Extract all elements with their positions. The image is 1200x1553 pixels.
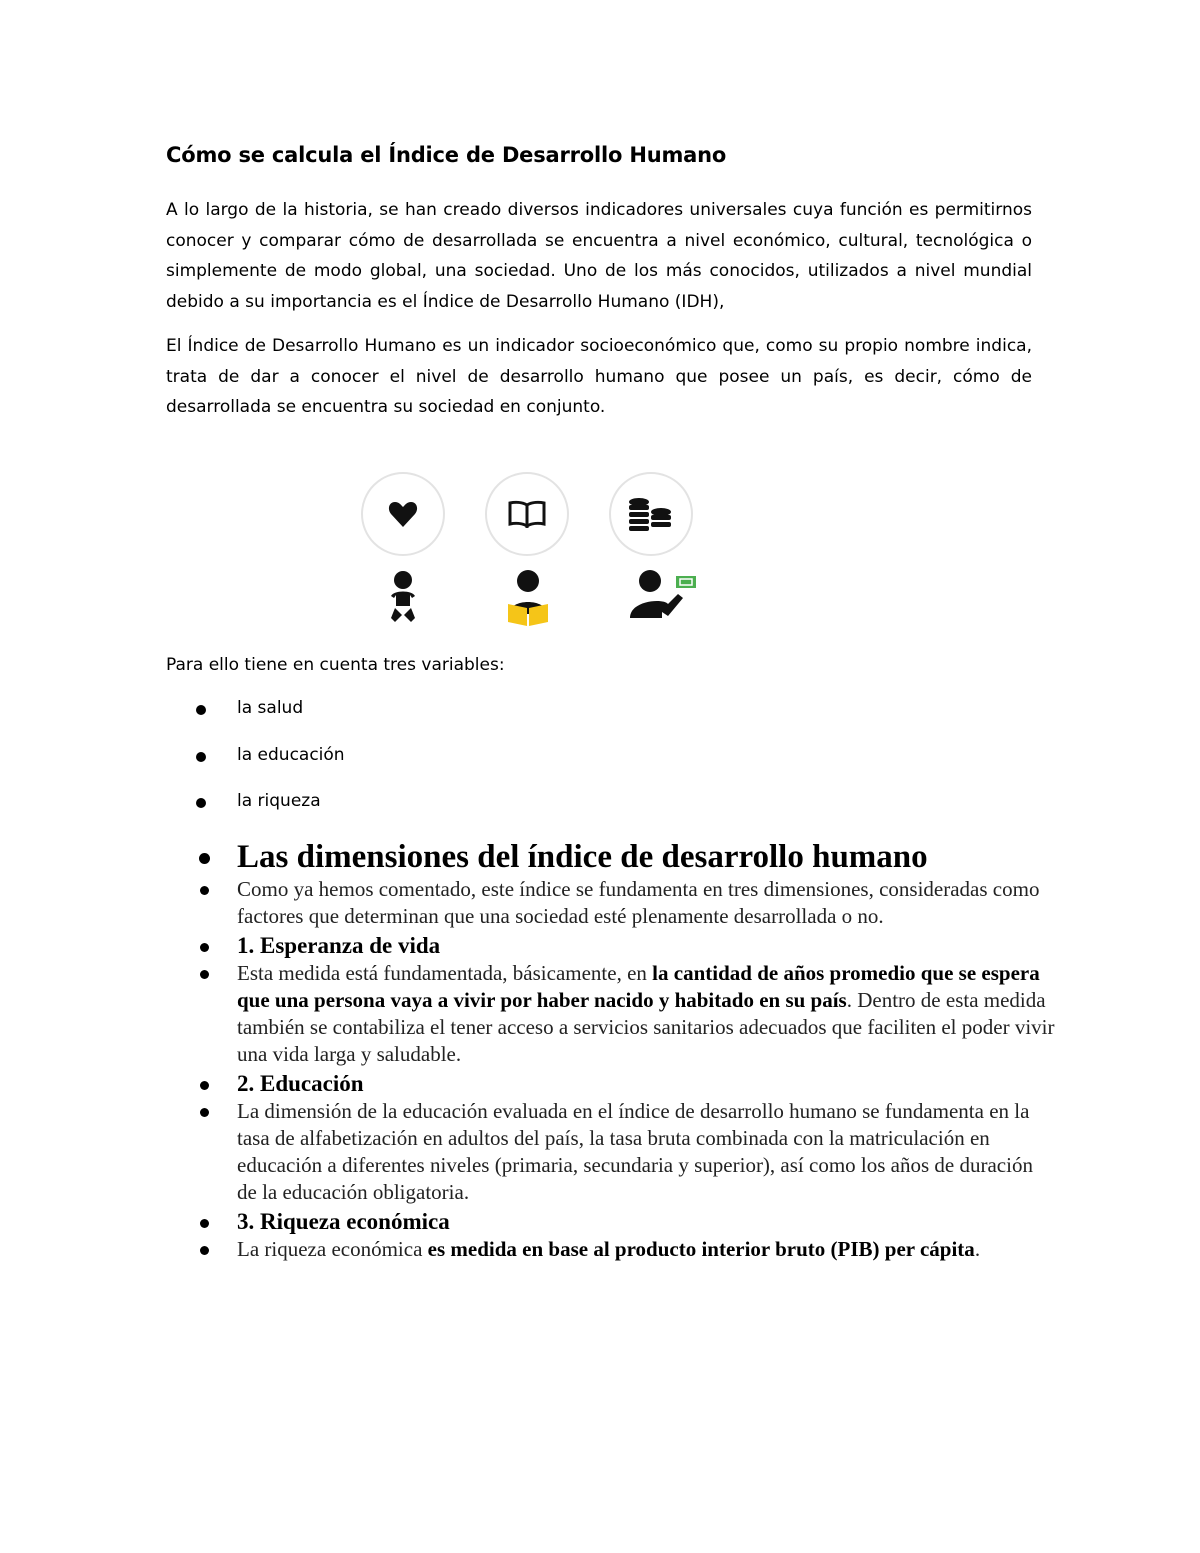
health-circle: [361, 472, 445, 556]
wealth-text-emphasis: es medida en base al producto interior bruto (PIB) per cápita: [427, 1237, 975, 1261]
education-heading: 2. Educación: [196, 1070, 1056, 1098]
earner-icon: [628, 568, 698, 624]
variable-wealth: la riqueza: [237, 791, 321, 811]
definition-paragraph: El Índice de Desarrollo Humano es un indicador socioeconómico que, como su propio nombre indica, trata de dar a conocer el nivel de desarrollo humano que posee un país, es decir, cómo de desarrollada se encuentra su sociedad en conjunto.: [166, 336, 1032, 417]
life-text: Esta medida está fundamentada, básicamente, en la cantidad de años promedio que se espera que una persona vaya a vivir por haber nacido y habitado en su país. Dentro de esta medida también se contabiliza el tener acceso a servicios sanitarios adecuados que faciliten el poder vivir una vida larga y saludable.: [196, 960, 1056, 1068]
reader-icon: [505, 568, 551, 628]
variables-lead: Para ello tiene en cuenta tres variables:: [166, 655, 505, 675]
bullet: [196, 705, 206, 715]
dimensions-intro: Como ya hemos comentado, este índice se fundamenta en tres dimensiones, consideradas como factores que determinan que una sociedad esté plenamente desarrollada o no.: [196, 876, 1056, 930]
bullet: [196, 752, 206, 762]
wealth-circle: [609, 472, 693, 556]
coins-icon: [627, 497, 675, 531]
education-text: La dimensión de la educación evaluada en el índice de desarrollo humano se fundamenta en la tasa de alfabetización en adultos del país, la tasa bruta combinada con la matriculación en educación a diferentes niveles (primaria, secundaria y superior), así como los años de duración de la educación obligatoria.: [196, 1098, 1056, 1206]
page-title: Cómo se calcula el Índice de Desarrollo Humano: [166, 143, 727, 167]
variable-health: la salud: [237, 698, 304, 718]
life-text-emphasis: la cantidad de años promedio que se espera que una persona vaya a vivir por haber nacido y habitado en su país: [237, 961, 1040, 1012]
wealth-text: La riqueza económica es medida en base al producto interior bruto (PIB) per cápita.: [196, 1236, 1056, 1263]
life-heading: 1. Esperanza de vida: [196, 932, 1056, 960]
variable-education: la educación: [237, 745, 345, 765]
education-circle: [485, 472, 569, 556]
intro-paragraph: A lo largo de la historia, se han creado diversos indicadores universales cuya función es permitirnos conocer y comparar cómo de desarrollada se encuentra a nivel económico, cultural, tecnológica o simplemente de modo global, una sociedad. Uno de los más conocidos, utilizados a nivel mundial debido a su importancia es el Índice de Desarrollo Humano (IDH),: [166, 200, 1032, 312]
heart-icon: [388, 500, 418, 528]
bullet: [196, 798, 206, 808]
dimensions-heading: Las dimensiones del índice de desarrollo humano: [196, 838, 1056, 876]
dimensions-list: [196, 838, 1056, 1263]
baby-icon: [386, 568, 420, 624]
open-book-icon: [507, 500, 547, 528]
wealth-heading: 3. Riqueza económica: [196, 1208, 1056, 1236]
